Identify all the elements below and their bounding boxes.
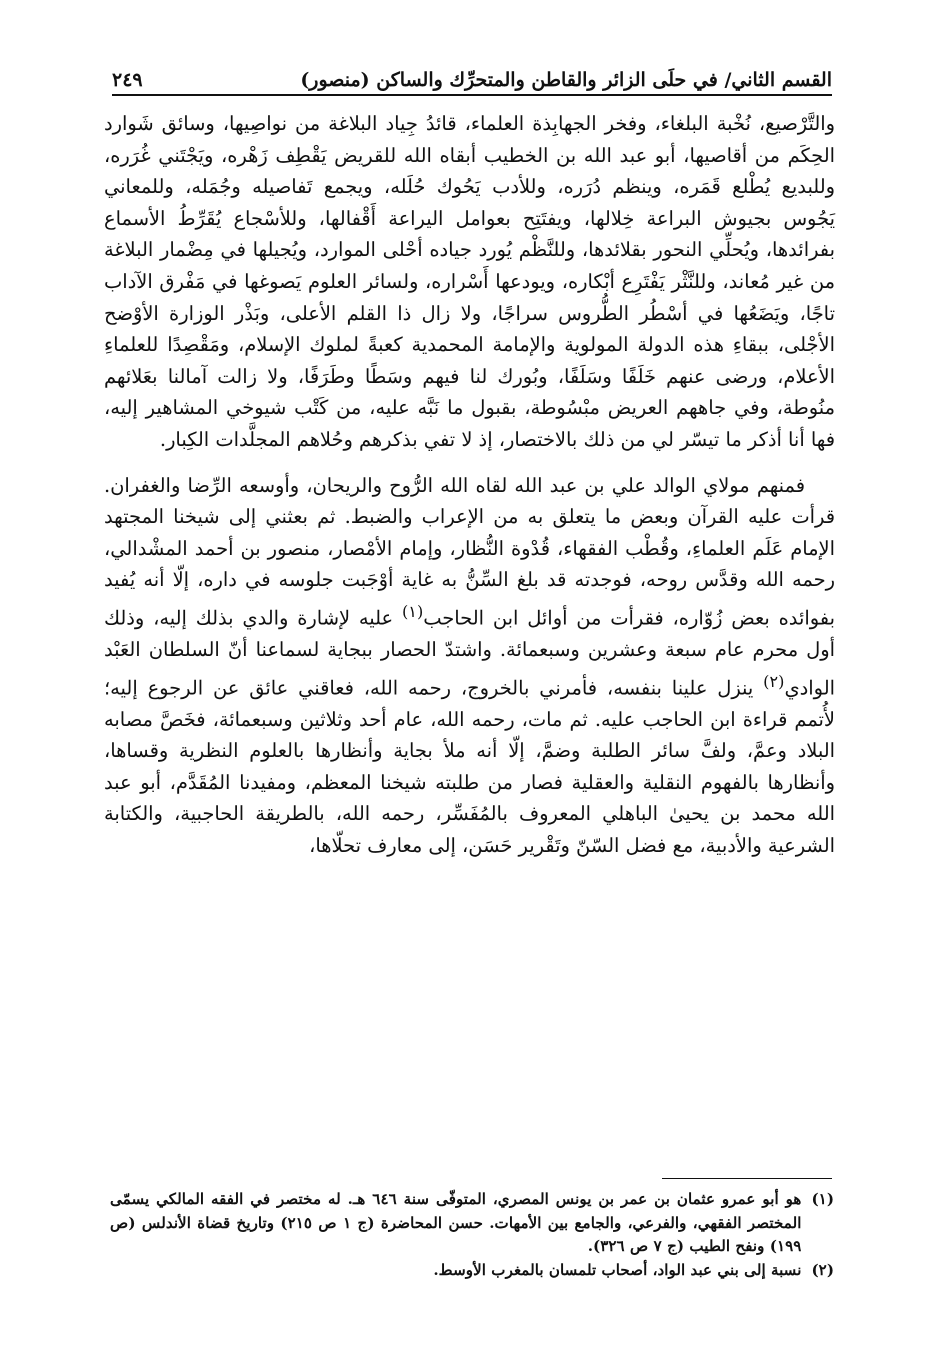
paragraph-1: والتَّرْصيع، نُخْبة البلغاء، وفخر الجهابِذة العلماء، قائدُ جِياد البلاغة من نواصِيها، وسائق شَوارد الحِكَم من أقاصيها، أبو عبد الله بن الخطيب أبقاه الله للقريض يَقْطِف زَهْره، ويَجْتَني غُرَره، وللبديع يُطْلع قَمَره، وينظم دُرَره، وللأدب يَحُوك حُلَله، ويجمع تَفاصيله وجُمَله، وللمعاني يَجُوس بجيوش البراعة خِلالها، ويفتَتِح بعوامل اليراعة أَقْفالها، وللأسْجاع يُقَرِّطُ الأسماع بفرائدها، ويُحلِّي النحور بقلائدها، وللنَّظْم يُورد جياده أحْلى الموارد، ويُجيلها في مِضْمار البلاغة من غير مُعاند، وللنَّثْر يَفْتَرِع أبْكاره، ويودعها أَسْراره، ولسائر العلوم يَصوغها في مَفْرق الآداب تاجًا، ويَضَعُها في أسْطُر الطُّروس سراجًا، ولا زال ذا القلم الأعلى، وبَذْر الوزارة الأوْضح الأجْلى، ببقاءِ هذه الدولة المولوية والإمامة المحمدية كعبةً لملوك الإسلام، ومَقْصِدًا للعلماءِ الأعلام، ورضى عنهم خَلَفًا وسَلَفًا، وبُورك لنا فيهم وسَطًا وطَرَفًا، ولا زالت آمالنا بعَلائهم منُوطة، وفي جاههم العريض مبْسُوطة، بقبول ما نَبَّه عليه، من كَتْب شيوخي المشاهير إليه، فها أنا أذكر ما تيسّر لي من ذلك بالاختصار، إذ لا تفي بذكرهم وحُلاهم المجلَّدات الكِبار. bbox=[104, 112, 835, 451]
footnote-1-number: (١) bbox=[811, 1190, 834, 1208]
paragraph-2-part-1: فمنهم مولاي الوالد علي بن عبد الله لقاه الله الرُّوح والريحان، وأوسعه الرِّضا والغفران. قرأت عليه القرآن وبعض ما يتعلق به من الإعراب والضبط. ثم بعثني إلى شيخنا المجتهد الإمام عَلَم العلماءِ، وقُطْب الفقهاء، قُدْوة النُّظار، وإمام الأمْصار، منصور بن أحمد المشْدالي، رحمه الله وقدَّس روحه، فوجدته قد بلغ السِّنُّ به غاية أوْجَبت جلوسه في داره، إلّا أنه يُفيد بفوائده بعض زُوّاره، فقرأت من أوائل ابن الحاجب bbox=[104, 473, 835, 630]
footnote-separator bbox=[662, 1178, 832, 1179]
footnote-2 bbox=[110, 1259, 834, 1283]
paragraph-2 bbox=[104, 470, 835, 862]
footnote-2-reference: (٢) bbox=[763, 671, 785, 691]
page-number: ٢٤٩ bbox=[112, 69, 143, 91]
footnote-1-reference: (١) bbox=[401, 601, 424, 621]
footnote-1 bbox=[110, 1188, 834, 1259]
running-header-title: القسم الثاني/ في حلَى الزائر والقاطن والمتحرِّك والساكن (منصور) bbox=[300, 69, 832, 91]
footnote-2-number: (٢) bbox=[811, 1260, 834, 1279]
paragraph-2-part-2: عليه لإشارة والدي بذلك إليه، وذلك أول محرم عام سبعة وعشرين وسبعمائة. واشتدّ الحصار ببجاية لسماعنا أنّ السلطان العَبْد الوادي bbox=[104, 606, 835, 700]
header-rule bbox=[112, 94, 832, 96]
footnotes bbox=[110, 1188, 834, 1282]
paragraph-2-part-3: ينزل علينا بنفسه، فأمرني بالخروج، رحمه الله، فعاقني عائق عن الرجوع إليه؛ لأُتمم قراءة ابن الحاجب عليه. ثم مات، رحمه الله، عام أحد وثلاثين وسبعمائة، فخَصَّ مصابه البلاد وعمَّ، ولفَّ سائر الطلبة وضمَّ، إلّا أنه ملأ بجاية وأنظارها بالعلوم النظرية وقساها، وأنظارها بالفهوم النقلية والعقلية فصار من طلبته شيخنا المعظم، ومفيدنا المُقَدَّم، أبو عبد الله محمد بن يحيىٰ الباهلي المعروف بالمُفَسِّر، رحمه الله، بالطريقة الحاجبية، والكتابة الشرعية والأدبية، مع فضل السّنّ وتَقْرير حَسَن، إلى معارف تحلّاها، bbox=[104, 676, 835, 857]
running-header bbox=[112, 58, 832, 92]
footnote-1-text: هو أبو عمرو عثمان بن عمر بن يونس المصري، المتوفّى سنة ٦٤٦ هـ. له مختصر في الفقه المالكي يسمّى المختصر الفقهي، والفرعي، والجامع بين الأمهات. حسن المحاضرة (ج ١ ص ٢١٥) وتاريخ قضاة الأندلس (ص ١٩٩) ونفح الطيب (ج ٧ ص ٣٢٦). bbox=[110, 1190, 802, 1255]
footnote-2-text: نسبة إلى بني عبد الواد، أصحاب تلمسان بالمغرب الأوسط. bbox=[433, 1260, 802, 1279]
main-text bbox=[104, 108, 835, 862]
